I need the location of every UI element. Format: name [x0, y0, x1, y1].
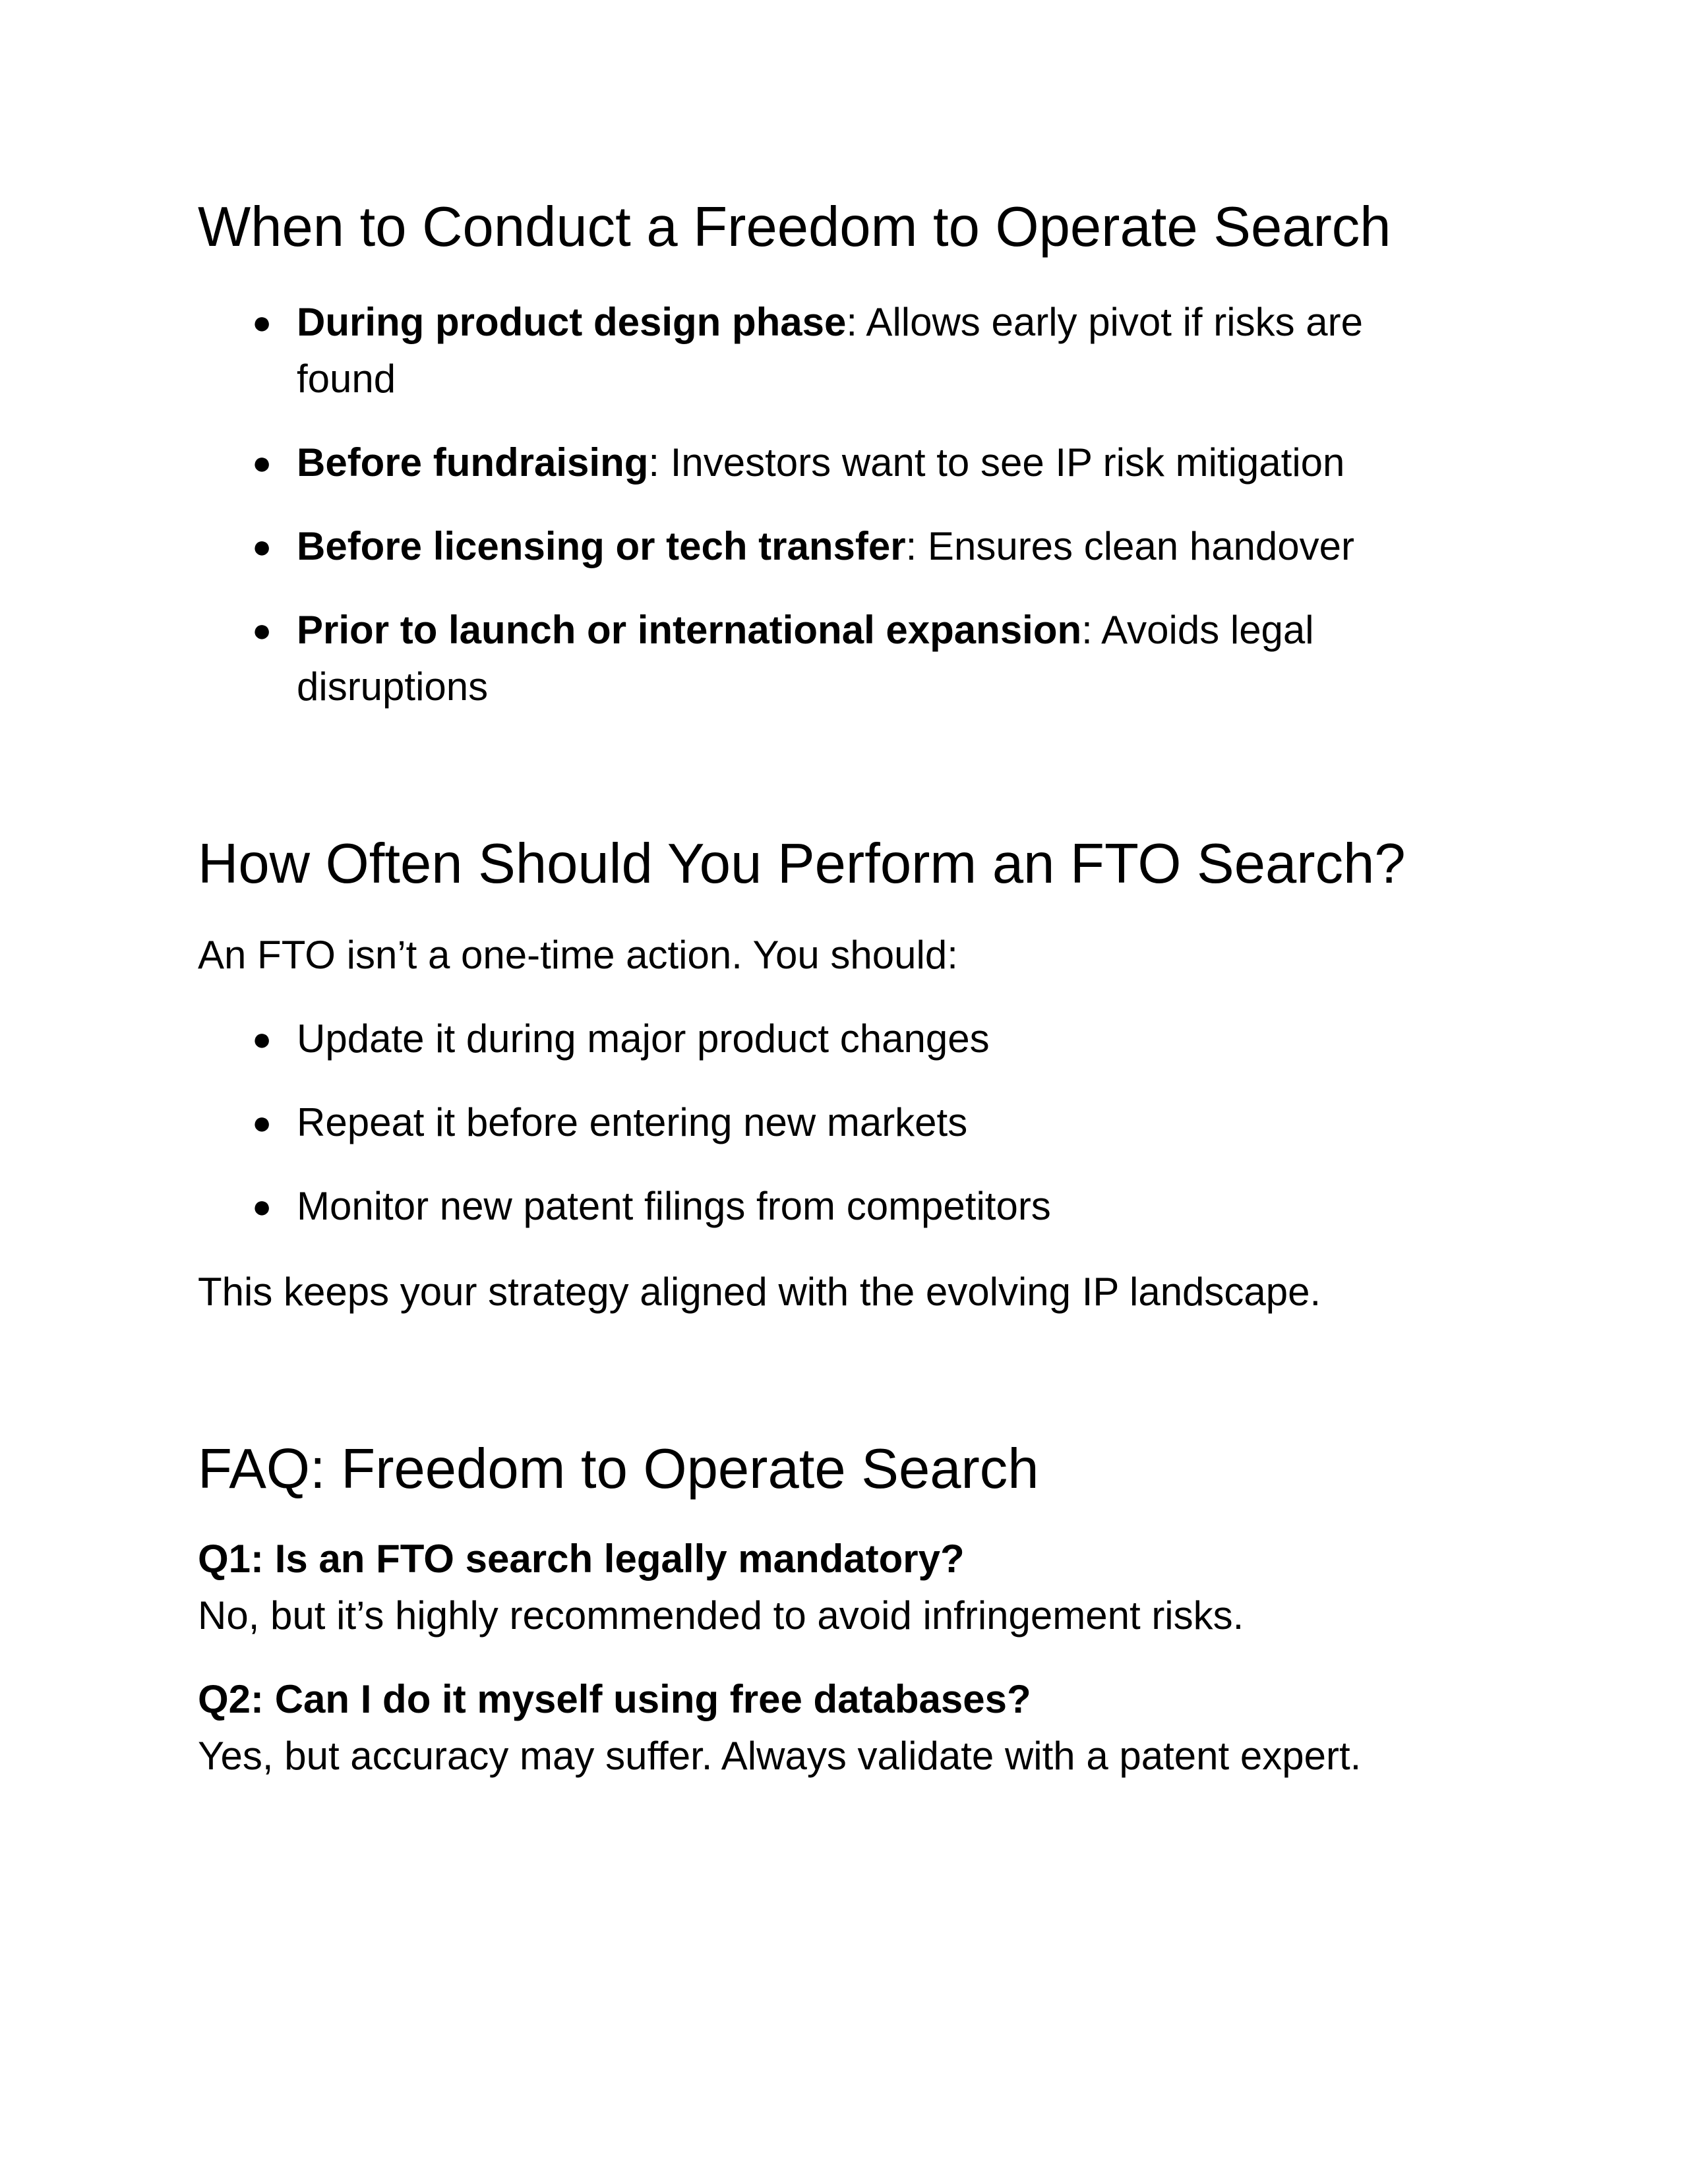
item-text: : Avoids legal disruptions: [297, 608, 1314, 709]
item-bold-label: During product design phase: [297, 300, 847, 344]
bullet-icon: ●: [252, 1188, 272, 1225]
section-heading-when: When to Conduct a Freedom to Operate Search: [198, 196, 1391, 258]
list-item: [198, 1094, 1470, 1151]
faq-item: [198, 1531, 1244, 1644]
faq-question: Q2: Can I do it myself using free databases?: [198, 1677, 1031, 1721]
faq-answer: No, but it’s highly recommended to avoid infringement risks.: [198, 1593, 1244, 1638]
list-item: [198, 1178, 1470, 1235]
how-often-list: [198, 1011, 1503, 1235]
faq-answer: Yes, but accuracy may suffer. Always validate with a patent expert.: [198, 1734, 1362, 1778]
item-text: Monitor new patent filings from competitors: [297, 1184, 1051, 1228]
section-heading-how-often: How Often Should You Perform an FTO Search?: [198, 833, 1406, 895]
section-heading-faq: FAQ: Freedom to Operate Search: [198, 1438, 1039, 1500]
bullet-icon: ●: [252, 1020, 272, 1057]
item-bold-label: Prior to launch or international expansion: [297, 608, 1082, 652]
bullet-icon: ●: [252, 304, 272, 341]
list-item: [198, 1011, 1470, 1067]
list-item: [198, 518, 1470, 575]
bullet-icon: ●: [252, 1104, 272, 1141]
bullet-icon: ●: [252, 528, 272, 565]
item-text: : Allows early pivot if risks are found: [297, 300, 1363, 401]
item-bold-label: Before licensing or tech transfer: [297, 524, 906, 568]
list-item: [198, 434, 1470, 491]
item-text: Repeat it before entering new markets: [297, 1100, 968, 1144]
how-often-outro: This keeps your strategy aligned with the evolving IP landscape.: [198, 1270, 1321, 1314]
faq-item: [198, 1671, 1361, 1785]
item-text: : Ensures clean handover: [905, 524, 1355, 568]
item-text: : Investors want to see IP risk mitigation: [648, 440, 1345, 485]
item-text: Update it during major product changes: [297, 1017, 990, 1061]
bullet-icon: ●: [252, 444, 272, 481]
bullet-icon: ●: [252, 612, 272, 649]
list-item: [198, 602, 1470, 715]
list-item: [198, 294, 1470, 407]
how-often-intro: An FTO isn’t a one-time action. You should:: [198, 933, 958, 977]
faq-question: Q1: Is an FTO search legally mandatory?: [198, 1537, 965, 1581]
when-list: [198, 294, 1503, 715]
item-bold-label: Before fundraising: [297, 440, 649, 485]
